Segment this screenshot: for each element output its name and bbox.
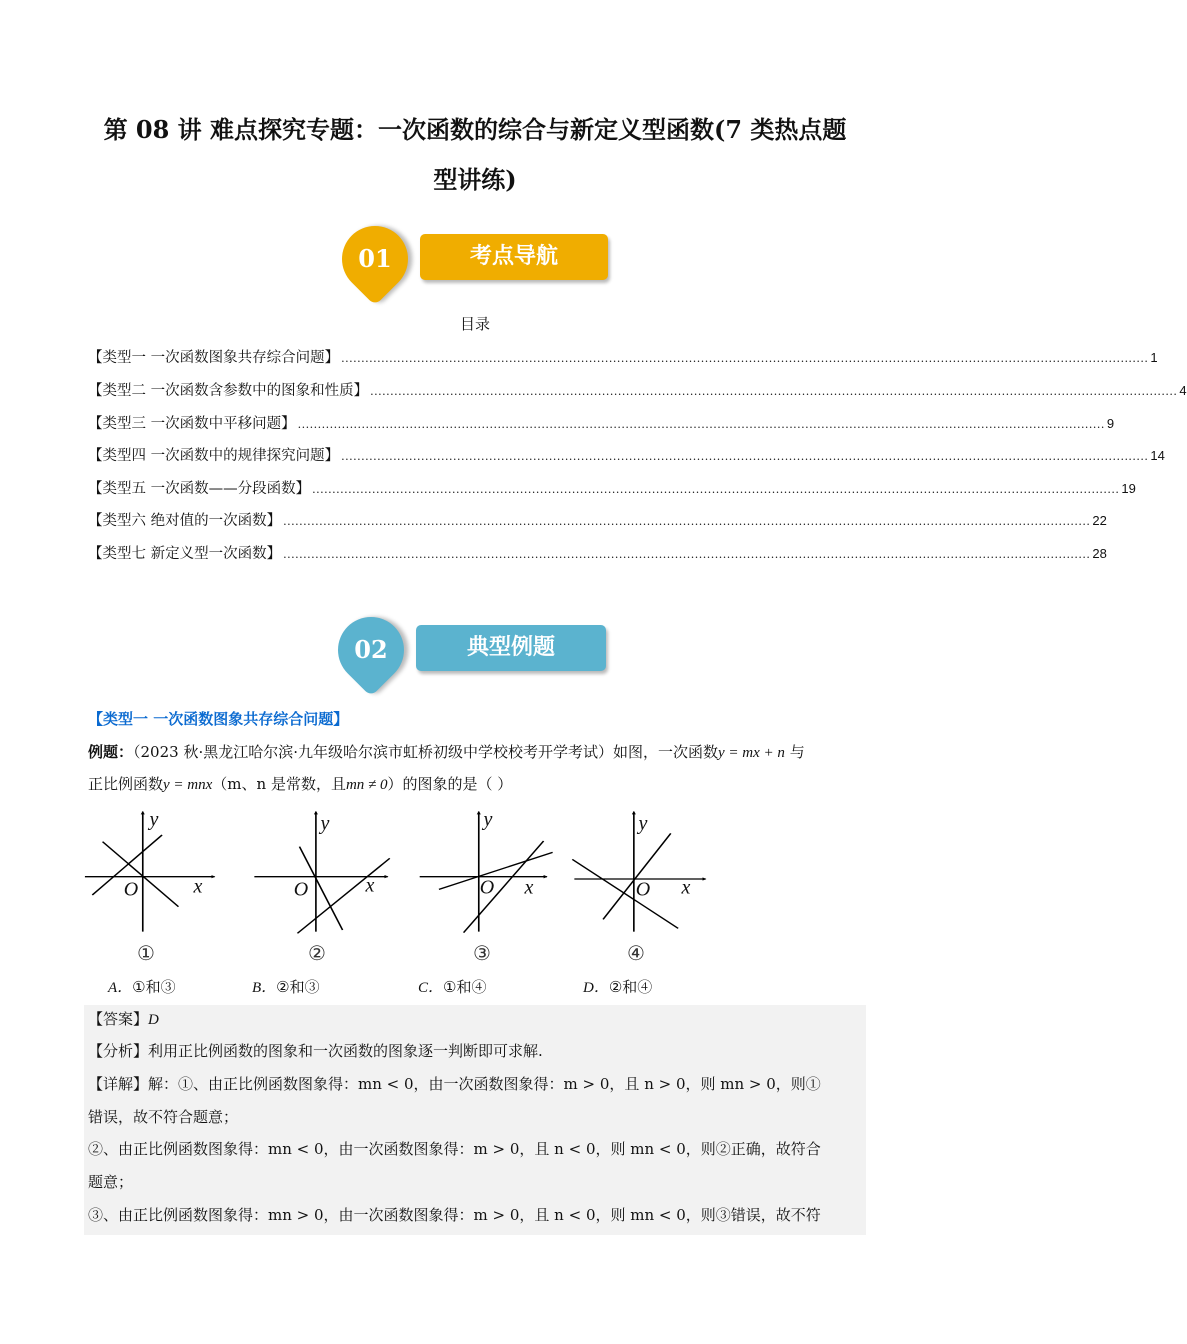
option-text: ①和④ (443, 978, 487, 996)
title-line-1: 第 08 讲 难点探究专题：一次函数的综合与新定义型函数(7 类热点题 (103, 115, 847, 144)
toc-leader: .......................................................................................................................................................................................................... (370, 385, 1178, 398)
toc-item-label: 【类型二 一次函数含参数中的图象和性质】 (88, 383, 369, 399)
toc-item-page: 22 (1092, 513, 1107, 528)
toc-item-page: 9 (1106, 416, 1115, 431)
section-heading: 【类型一 一次函数图象共存综合问题】 (88, 710, 349, 728)
option-a[interactable] (108, 976, 176, 997)
equation: y = mx + n (718, 745, 785, 761)
x-axis-label: x (193, 875, 203, 898)
graph-number: ④ (627, 941, 645, 965)
x-axis-label: x (681, 876, 691, 899)
detail-line: ③、由正比例函数图象得：mn > 0，由一次函数图象得：m > 0，且 n < 0，则 mn < 0，则③错误，故不符 (88, 1206, 821, 1224)
toc-item-page: 28 (1092, 546, 1107, 561)
toc-item-label: 【类型一 一次函数图象共存综合问题】 (88, 350, 340, 366)
graph-number: ② (308, 941, 326, 965)
answer-line (88, 1008, 868, 1029)
toc-leader: .......................................................................................................................................................................................................... (341, 352, 1149, 365)
graph-line (572, 859, 678, 928)
badge-label: 考点导航 (420, 234, 608, 280)
toc-item-page: 19 (1121, 481, 1136, 496)
toc-item-page: 1 (1150, 350, 1158, 365)
title-line-2: 型讲练) (433, 165, 517, 194)
origin-label: O (293, 878, 309, 901)
toc-item[interactable] (88, 412, 1115, 432)
option-letter: B． (252, 980, 277, 996)
graphs-figure (80, 800, 720, 1000)
toc-item[interactable] (88, 346, 1158, 366)
option-letter: C． (418, 980, 444, 996)
option-text: ②和④ (608, 978, 653, 996)
example-text: 与 (789, 743, 805, 761)
graph-line (603, 833, 671, 919)
option-letter: A． (108, 980, 133, 996)
y-axis-label: y (320, 812, 330, 835)
toc-item[interactable] (88, 509, 1107, 529)
document-title (60, 105, 890, 205)
toc-leader: .......................................................................................................................................................................................................... (341, 450, 1149, 463)
toc-leader: .......................................................................................................................................................................................................... (312, 483, 1120, 496)
example-text: ）的图象的是（ ） (387, 775, 513, 793)
toc-item[interactable] (88, 379, 1187, 399)
origin-label: O (123, 878, 139, 901)
graph-number: ① (137, 941, 155, 965)
example-prefix: 例题： (88, 743, 134, 761)
option-b[interactable] (252, 976, 320, 997)
toc-heading: 目录 (459, 315, 490, 333)
y-axis-label: y (483, 808, 493, 831)
origin-label: O (635, 878, 651, 901)
graph-line (439, 852, 553, 889)
answer-label: 【答案】 (88, 1010, 149, 1028)
equation: mn ≠ 0 (345, 777, 388, 793)
toc-item-page: 4 (1179, 383, 1187, 398)
origin-label: O (479, 876, 495, 899)
toc-item-label: 【类型五 一次函数——分段函数】 (88, 481, 311, 497)
graph-number: ③ (473, 941, 491, 965)
toc-item-page: 14 (1150, 448, 1165, 463)
detail-text: 解：①、由正比例函数图象得：mn < 0，由一次函数图象得：m > 0，且 n > 0，则 mn > 0，则① (148, 1075, 821, 1093)
badge-label: 典型例题 (416, 625, 606, 671)
y-axis-label: y (149, 808, 159, 831)
option-text: ①和③ (132, 978, 176, 996)
x-axis-label: x (524, 876, 534, 899)
example-line-1 (88, 741, 868, 762)
option-c[interactable] (418, 976, 486, 997)
graph-line (103, 842, 179, 907)
toc-item[interactable] (88, 477, 1136, 497)
option-letter: D． (583, 980, 609, 996)
toc-item-label: 【类型七 新定义型一次函数】 (88, 546, 282, 562)
detail-line (88, 1073, 868, 1094)
toc-item-label: 【类型三 一次函数中平移问题】 (88, 416, 296, 432)
badge-number: 01 (358, 244, 392, 273)
example-text: （m、n 是常数，且 (212, 775, 346, 793)
detail-line: 错误，故不符合题意； (88, 1108, 239, 1126)
detail-line: ②、由正比例函数图象得：mn < 0，由一次函数图象得：m > 0，且 n < 0，则 mn < 0，则②正确，故符合 (88, 1140, 821, 1158)
analysis-text: 利用正比例函数的图象和一次函数的图象逐一判断即可求解. (148, 1042, 543, 1060)
toc-item-label: 【类型六 绝对值的一次函数】 (88, 513, 282, 529)
analysis-label: 【分析】 (88, 1042, 149, 1060)
detail-label: 【详解】 (88, 1075, 149, 1093)
badge-number: 02 (354, 635, 388, 664)
toc-leader: .......................................................................................................................................................................................................... (297, 418, 1105, 431)
toc-item[interactable] (88, 444, 1165, 464)
analysis-line (88, 1040, 868, 1061)
y-axis-label: y (638, 812, 648, 835)
option-d[interactable] (583, 976, 652, 997)
toc-item-label: 【类型四 一次函数中的规律探究问题】 (88, 448, 340, 464)
example-text: （2023 秋·黑龙江哈尔滨·九年级哈尔滨市虹桥初级中学校校考开学考试）如图，一次函数 (133, 743, 718, 761)
toc-item[interactable] (88, 542, 1107, 562)
detail-line: 题意； (88, 1173, 134, 1191)
toc-leader: .......................................................................................................................................................................................................... (283, 548, 1091, 561)
answer-value: D (148, 1012, 159, 1028)
option-text: ②和③ (276, 978, 320, 996)
toc-leader: .......................................................................................................................................................................................................... (283, 515, 1091, 528)
x-axis-label: x (365, 874, 375, 897)
example-line-2 (88, 773, 868, 794)
equation: y = mnx (163, 777, 213, 793)
example-text: 正比例函数 (88, 775, 164, 793)
